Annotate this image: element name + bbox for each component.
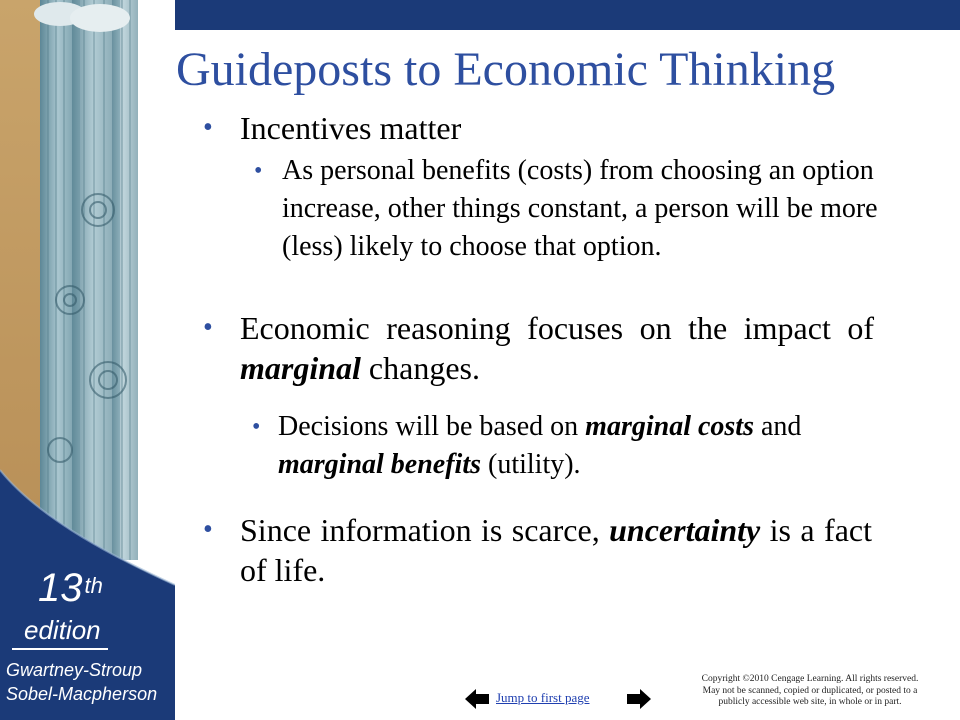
edition-label: edition (24, 615, 101, 645)
jump-to-first-page-link[interactable]: Jump to first page (496, 690, 590, 705)
previous-arrow-icon[interactable] (464, 688, 490, 710)
bullet-dot: • (203, 112, 213, 143)
sub-bullet-marginal: Decisions will be based on marginal costs and marginal benefits (utility). (278, 411, 802, 480)
sub-bullet-dot: • (252, 414, 261, 440)
slide-title: Guideposts to Economic Thinking (176, 43, 836, 96)
top-banner-bar (100, 0, 960, 30)
copyright-notice (664, 674, 956, 709)
copyright-line-1: Copyright ©2010 Cengage Learning. All rights reserved. (701, 674, 919, 684)
sub-bullet-incentives: As personal benefits (costs) from choosing an option increase, other things constant, a person will be more (less) likely to choose that option. (282, 155, 878, 262)
side-decoration (0, 0, 175, 720)
edition-block (0, 560, 175, 720)
bullet-incentives: Incentives matter (240, 110, 462, 146)
bullet-uncertainty: Since information is scarce, uncertainty is a fact of life. (240, 512, 873, 588)
copyright-line-2: May not be scanned, copied or duplicated, or posted to a (702, 685, 918, 696)
bullet-dot: • (203, 312, 213, 343)
author-names (6, 658, 157, 706)
copyright-line-3: publicly accessible web site, in whole or in part. (718, 697, 902, 707)
author-line-1: Gwartney-Stroup (6, 660, 143, 680)
edition-divider (12, 648, 108, 650)
sub-bullet-dot: • (254, 158, 263, 184)
edition-number: 13th (38, 566, 103, 610)
bullet-dot: • (203, 514, 213, 545)
author-line-2: Sobel-Macpherson (6, 684, 158, 704)
next-arrow-icon[interactable] (626, 688, 652, 710)
bullet-marginal: Economic reasoning focuses on the impact of marginal changes. (240, 310, 874, 386)
